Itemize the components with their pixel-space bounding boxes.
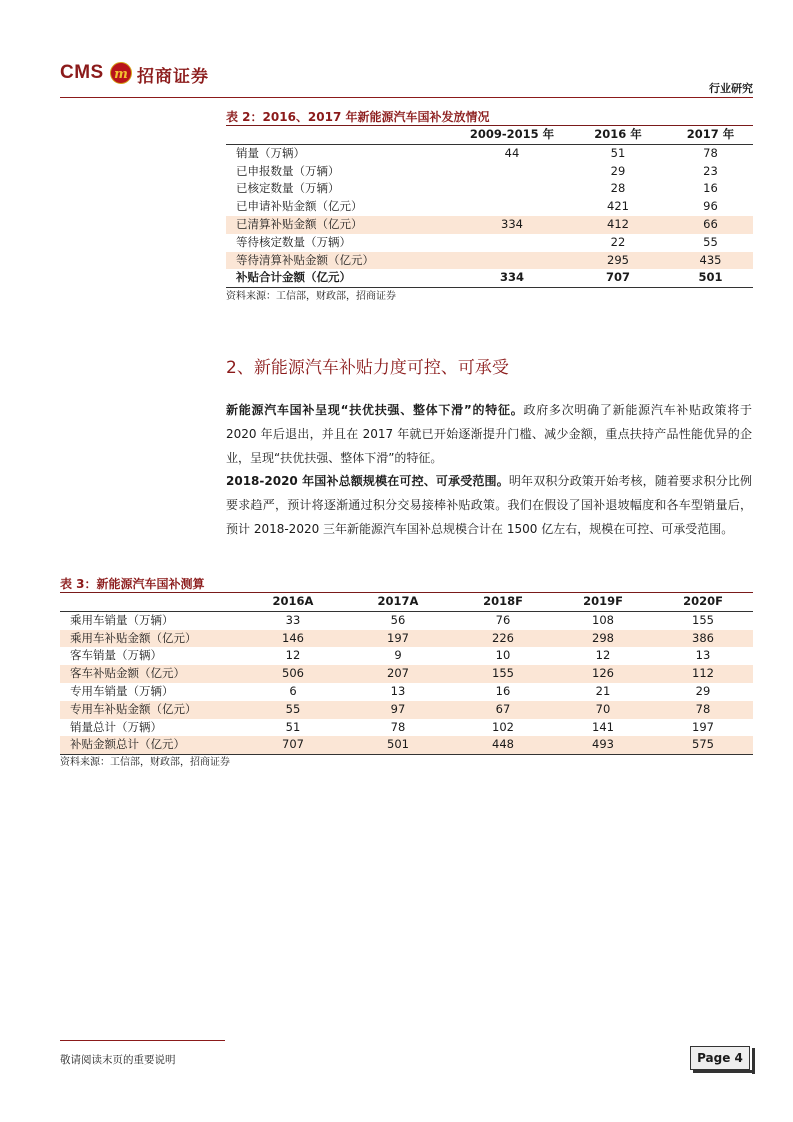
logo-mark-text: m — [114, 67, 128, 82]
cell: 493 — [553, 736, 653, 754]
cell: 155 — [692, 612, 714, 627]
cell: 707 — [243, 736, 343, 754]
cell: 141 — [592, 719, 614, 734]
table3-header-blank — [60, 593, 243, 611]
paragraph-2-lead: 2018-2020 年国补总额规模在可控、可承受范围。 — [226, 474, 509, 488]
cell: 78 — [653, 701, 753, 719]
cell: 96 — [703, 199, 718, 214]
logo-emblem-icon — [110, 62, 132, 84]
table-row — [60, 647, 753, 665]
table-row — [60, 701, 753, 719]
cell: 448 — [453, 736, 553, 754]
cell: 76 — [495, 612, 511, 627]
cell: 6 — [289, 683, 297, 698]
cell: 23 — [703, 163, 718, 178]
table3-source: 资料来源：工信部，财政部，招商证券 — [60, 757, 230, 768]
cell: 108 — [592, 612, 614, 627]
table-row — [60, 611, 753, 629]
report-category: 行业研究 — [709, 82, 753, 95]
cell: 102 — [492, 719, 514, 734]
table3-col-header: 2020F — [653, 593, 753, 611]
cell: 126 — [553, 665, 653, 683]
table2-header-row — [226, 126, 753, 144]
cell: 29 — [695, 683, 711, 698]
cell: 334 — [456, 216, 568, 234]
cell: 55 — [243, 701, 343, 719]
table3-col-header: 2016A — [243, 593, 343, 611]
paragraph-1-lead: 新能源汽车国补呈现“扶优扶强、整体下滑”的特征。 — [226, 403, 524, 417]
table-row — [60, 683, 753, 701]
table-row — [60, 665, 753, 683]
cell: 226 — [453, 630, 553, 648]
cell: 67 — [453, 701, 553, 719]
row-label: 等待核定数量（万辆） — [236, 234, 351, 249]
cell: 66 — [668, 216, 753, 234]
table2-source: 资料来源：工信部，财政部，招商证券 — [226, 291, 396, 302]
page-box-shadow-bottom — [693, 1070, 755, 1073]
section-title: 2、新能源汽车补贴力度可控、可承受 — [226, 358, 509, 378]
paragraph-2 — [226, 469, 752, 541]
table-row — [226, 180, 753, 198]
row-label: 已申请补贴金额（亿元） — [236, 199, 363, 214]
row-label: 等待清算补贴金额（亿元） — [226, 252, 456, 270]
table3-title: 表 3：新能源汽车国补测算 — [60, 577, 205, 591]
row-label: 销量总计（万辆） — [70, 719, 162, 734]
cell: 155 — [453, 665, 553, 683]
footer-divider — [60, 1040, 225, 1041]
cell: 21 — [595, 683, 611, 698]
row-label: 补贴金额总计（亿元） — [60, 736, 243, 754]
company-name: 招商证券 — [137, 67, 209, 87]
table2-col-header: 2017 年 — [668, 126, 753, 144]
row-label: 专用车销量（万辆） — [70, 683, 174, 698]
row-label: 已核定数量（万辆） — [236, 181, 340, 196]
table-row — [226, 216, 753, 234]
table-row — [226, 252, 753, 270]
table-row-total — [226, 269, 753, 287]
cell: 29 — [610, 163, 626, 178]
table3-col-header: 2019F — [553, 593, 653, 611]
table-row — [226, 163, 753, 181]
cell: 78 — [390, 719, 406, 734]
row-label: 乘用车补贴金额（亿元） — [60, 630, 243, 648]
cell: 207 — [343, 665, 453, 683]
header-divider — [60, 97, 753, 98]
row-label: 补贴合计金额（亿元） — [226, 269, 456, 287]
table2-col-header: 2016 年 — [568, 126, 668, 144]
table3-header-row — [60, 593, 753, 611]
paragraph-1-body: 政府多次明确了新能源汽车补贴政策将于 2020 年后退出，并且在 2017 年就已开始逐渐提升门槛、减少金额，重点扶持产品性能优异的企业，呈现“扶优扶强、整体下滑”的特征。 — [226, 403, 752, 465]
paragraph-2-body: 明年双积分政策开始考核，随着要求积分比例要求趋严，预计将逐渐通过积分交易接棒补贴政策。我们在假设了国补退坡幅度和各车型销量后，预计 2018-2020 三年新能源汽车国补总规模合计在 1500 亿左右，规模在可控、可承受范围。 — [226, 474, 752, 536]
cell: 501 — [668, 269, 753, 287]
cell: 51 — [610, 145, 626, 160]
cell: 51 — [285, 719, 301, 734]
cell: 575 — [653, 736, 753, 754]
cell: 22 — [610, 234, 626, 249]
table3-col-header: 2018F — [453, 593, 553, 611]
cell: 97 — [343, 701, 453, 719]
page-number: Page 4 — [690, 1046, 750, 1070]
cell: 12 — [285, 648, 301, 663]
cell — [456, 234, 568, 252]
table2-col-header: 2009-2015 年 — [456, 126, 568, 144]
cell: 13 — [695, 648, 711, 663]
cell: 56 — [390, 612, 406, 627]
cell — [456, 180, 568, 198]
row-label: 客车销量（万辆） — [70, 648, 162, 663]
row-label: 乘用车销量（万辆） — [70, 612, 174, 627]
cell: 10 — [495, 648, 511, 663]
cell — [456, 198, 568, 216]
table3-col-header: 2017A — [343, 593, 453, 611]
footer-notice: 敬请阅读末页的重要说明 — [60, 1054, 176, 1066]
cell: 386 — [653, 630, 753, 648]
cell: 501 — [343, 736, 453, 754]
logo-cms: CMS — [60, 62, 104, 83]
cell: 295 — [568, 252, 668, 270]
table-row — [226, 234, 753, 252]
row-label: 专用车补贴金额（亿元） — [60, 701, 243, 719]
cell: 28 — [610, 181, 626, 196]
cell: 16 — [703, 181, 718, 196]
cell: 78 — [703, 145, 718, 160]
row-label: 销量（万辆） — [236, 145, 305, 160]
row-label: 已清算补贴金额（亿元） — [226, 216, 456, 234]
cell: 197 — [343, 630, 453, 648]
cell: 13 — [390, 683, 406, 698]
cell: 412 — [568, 216, 668, 234]
cell: 55 — [703, 234, 718, 249]
table-row — [60, 736, 753, 754]
cell: 146 — [243, 630, 343, 648]
row-label: 客车补贴金额（亿元） — [60, 665, 243, 683]
cell: 16 — [495, 683, 511, 698]
paragraph-1 — [226, 398, 752, 470]
row-label: 已申报数量（万辆） — [236, 163, 340, 178]
table-row — [60, 719, 753, 737]
table-row — [226, 144, 753, 162]
table-row — [60, 630, 753, 648]
cell — [456, 252, 568, 270]
cell: 506 — [243, 665, 343, 683]
cell — [456, 163, 568, 181]
cell: 421 — [607, 199, 629, 214]
cell: 707 — [568, 269, 668, 287]
cell: 44 — [504, 145, 520, 160]
table2-header-blank — [226, 126, 456, 144]
table-row — [226, 198, 753, 216]
cell: 12 — [595, 648, 611, 663]
cell: 334 — [456, 269, 568, 287]
table2 — [226, 126, 753, 288]
cell: 9 — [394, 648, 402, 663]
cell: 435 — [668, 252, 753, 270]
cell: 112 — [653, 665, 753, 683]
cell: 70 — [553, 701, 653, 719]
cell: 298 — [553, 630, 653, 648]
table2-title: 表 2：2016、2017 年新能源汽车国补发放情况 — [226, 110, 490, 124]
cell: 33 — [285, 612, 301, 627]
table3 — [60, 593, 753, 755]
cell: 197 — [692, 719, 714, 734]
